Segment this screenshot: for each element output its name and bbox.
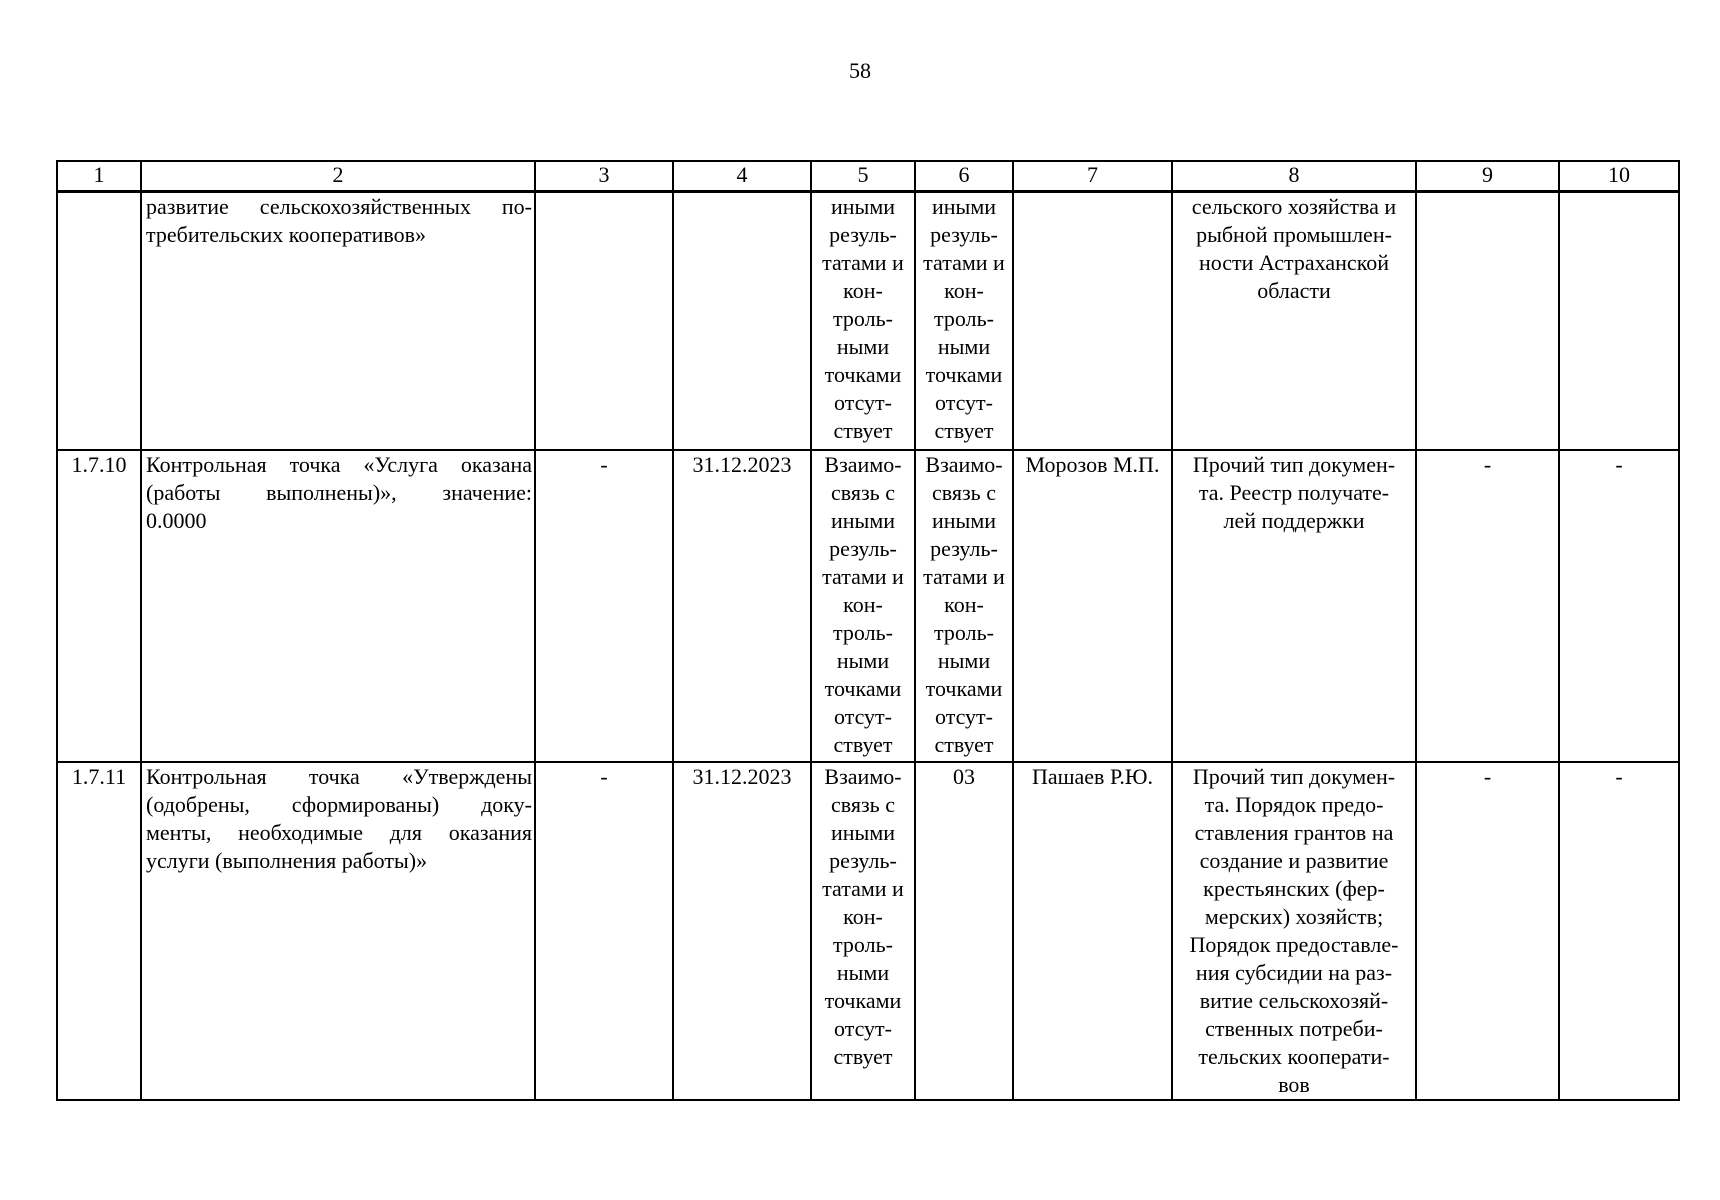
cell-date: 31.12.2023 <box>673 762 811 1100</box>
text-line: (одобрены, сформированы) доку- <box>146 792 532 817</box>
text-line: точками <box>925 676 1003 701</box>
text-line: услуги (выполнения работы)» <box>146 848 428 873</box>
cell-col5 <box>811 762 915 1100</box>
text-line: кон- <box>944 278 984 303</box>
text-line: 0.0000 <box>146 508 207 533</box>
text-line: менты, необходимые для оказания <box>146 820 532 845</box>
text-line: крестьянских (фер- <box>1203 876 1385 901</box>
text-line: создание и развитие <box>1199 848 1389 873</box>
text-line: витие сельскохозяй- <box>1199 988 1389 1013</box>
cell-col10 <box>1559 192 1679 451</box>
column-header: 2 <box>141 161 535 192</box>
text-line: троль- <box>833 306 893 331</box>
column-header: 4 <box>673 161 811 192</box>
text-line: иными <box>830 508 896 533</box>
column-header: 7 <box>1013 161 1172 192</box>
table-row <box>57 192 1679 451</box>
text-line: иными <box>830 194 896 219</box>
text-line: ния субсидии на раз- <box>1195 960 1393 985</box>
text-line: отсут- <box>833 390 892 415</box>
text-line: иными <box>931 194 997 219</box>
text-line: татами и <box>822 564 904 589</box>
row-description <box>141 192 535 451</box>
text-line: точками <box>824 676 902 701</box>
text-line: кон- <box>843 904 883 929</box>
text-line: точками <box>925 362 1003 387</box>
row-number: 1.7.10 <box>57 450 141 762</box>
text-line: ставления грантов на <box>1194 820 1394 845</box>
text-line: отсут- <box>934 390 993 415</box>
cell-col6 <box>915 450 1013 762</box>
cell-col10: - <box>1559 762 1679 1100</box>
text-line: Прочий тип докумен- <box>1192 764 1396 789</box>
column-header: 6 <box>915 161 1013 192</box>
cell-col3: - <box>535 762 673 1100</box>
text-line: иными <box>830 820 896 845</box>
text-line: ствует <box>934 418 994 443</box>
text-line: ствует <box>833 1044 893 1069</box>
cell-responsible <box>1013 192 1172 451</box>
text-line: 03 <box>953 764 975 789</box>
text-line: Порядок предоставле- <box>1189 932 1399 957</box>
column-header: 10 <box>1559 161 1679 192</box>
text-line: отсут- <box>833 704 892 729</box>
row-description <box>141 762 535 1100</box>
text-line: Взаимо- <box>925 452 1003 477</box>
text-line: рыбной промышлен- <box>1196 222 1392 247</box>
text-line: иными <box>931 508 997 533</box>
page-number: 58 <box>849 58 871 83</box>
text-line: ствует <box>833 732 893 757</box>
cell-col9 <box>1416 192 1559 451</box>
row-description <box>141 450 535 762</box>
text-line: связь с <box>831 480 895 505</box>
text-line: троль- <box>833 932 893 957</box>
text-line: отсут- <box>934 704 993 729</box>
text-line: Взаимо- <box>824 764 902 789</box>
text-line: резуль- <box>930 222 998 247</box>
text-line: ными <box>836 960 890 985</box>
text-line: татами и <box>923 564 1005 589</box>
text-line: Контрольная точка «Утверждены <box>146 764 532 789</box>
text-line: тельских кооперати- <box>1198 1044 1390 1069</box>
table-row <box>57 762 1679 1100</box>
text-line: связь с <box>831 792 895 817</box>
cell-date <box>673 192 811 451</box>
cell-date: 31.12.2023 <box>673 450 811 762</box>
text-line: точками <box>824 988 902 1013</box>
text-line: кон- <box>944 592 984 617</box>
plan-table <box>56 160 1680 1101</box>
text-line: ственных потреби- <box>1205 1016 1383 1041</box>
text-line: кон- <box>843 592 883 617</box>
cell-col9: - <box>1416 762 1559 1100</box>
text-line: кон- <box>843 278 883 303</box>
text-line: троль- <box>833 620 893 645</box>
text-line: развитие сельскохозяйственных по- <box>146 194 532 219</box>
text-line: (работы выполнены)», значение: <box>146 480 532 505</box>
text-line: татами и <box>923 250 1005 275</box>
text-line: троль- <box>934 620 994 645</box>
column-header: 5 <box>811 161 915 192</box>
column-header: 8 <box>1172 161 1416 192</box>
text-line: резуль- <box>829 536 897 561</box>
text-line: резуль- <box>930 536 998 561</box>
text-line: резуль- <box>829 848 897 873</box>
text-line: ными <box>836 334 890 359</box>
cell-document <box>1172 762 1416 1100</box>
text-line: сельского хозяйства и <box>1191 194 1397 219</box>
text-line: мерских) хозяйств; <box>1204 904 1384 929</box>
cell-col5 <box>811 450 915 762</box>
header-row <box>57 161 1679 192</box>
cell-col5 <box>811 192 915 451</box>
text-line: резуль- <box>829 222 897 247</box>
text-line: Взаимо- <box>824 452 902 477</box>
text-line: та. Реестр получате- <box>1198 480 1390 505</box>
row-number: 1.7.11 <box>57 762 141 1100</box>
cell-col3: - <box>535 450 673 762</box>
text-line: области <box>1257 278 1331 303</box>
text-line: ствует <box>833 418 893 443</box>
text-line: связь с <box>932 480 996 505</box>
cell-responsible: Пашаев Р.Ю. <box>1013 762 1172 1100</box>
cell-responsible: Морозов М.П. <box>1013 450 1172 762</box>
column-header: 1 <box>57 161 141 192</box>
text-line: Прочий тип докумен- <box>1192 452 1396 477</box>
text-line: татами и <box>822 250 904 275</box>
cell-col6 <box>915 762 1013 1100</box>
text-line: отсут- <box>833 1016 892 1041</box>
cell-col9: - <box>1416 450 1559 762</box>
cell-col3 <box>535 192 673 451</box>
text-line: лей поддержки <box>1223 508 1365 533</box>
text-line: Контрольная точка «Услуга оказана <box>146 452 532 477</box>
text-line: ности Астраханской <box>1198 250 1390 275</box>
cell-col6 <box>915 192 1013 451</box>
cell-document <box>1172 450 1416 762</box>
text-line: ными <box>937 648 991 673</box>
text-line: та. Порядок предо- <box>1204 792 1384 817</box>
text-line: вов <box>1278 1072 1310 1097</box>
text-line: требительских кооперативов» <box>146 222 427 247</box>
text-line: ствует <box>934 732 994 757</box>
text-line: троль- <box>934 306 994 331</box>
row-number <box>57 192 141 451</box>
text-line: точками <box>824 362 902 387</box>
cell-document <box>1172 192 1416 451</box>
text-line: ными <box>836 648 890 673</box>
column-header: 3 <box>535 161 673 192</box>
text-line: ными <box>937 334 991 359</box>
text-line: татами и <box>822 876 904 901</box>
cell-col10: - <box>1559 450 1679 762</box>
column-header: 9 <box>1416 161 1559 192</box>
table-row <box>57 450 1679 762</box>
